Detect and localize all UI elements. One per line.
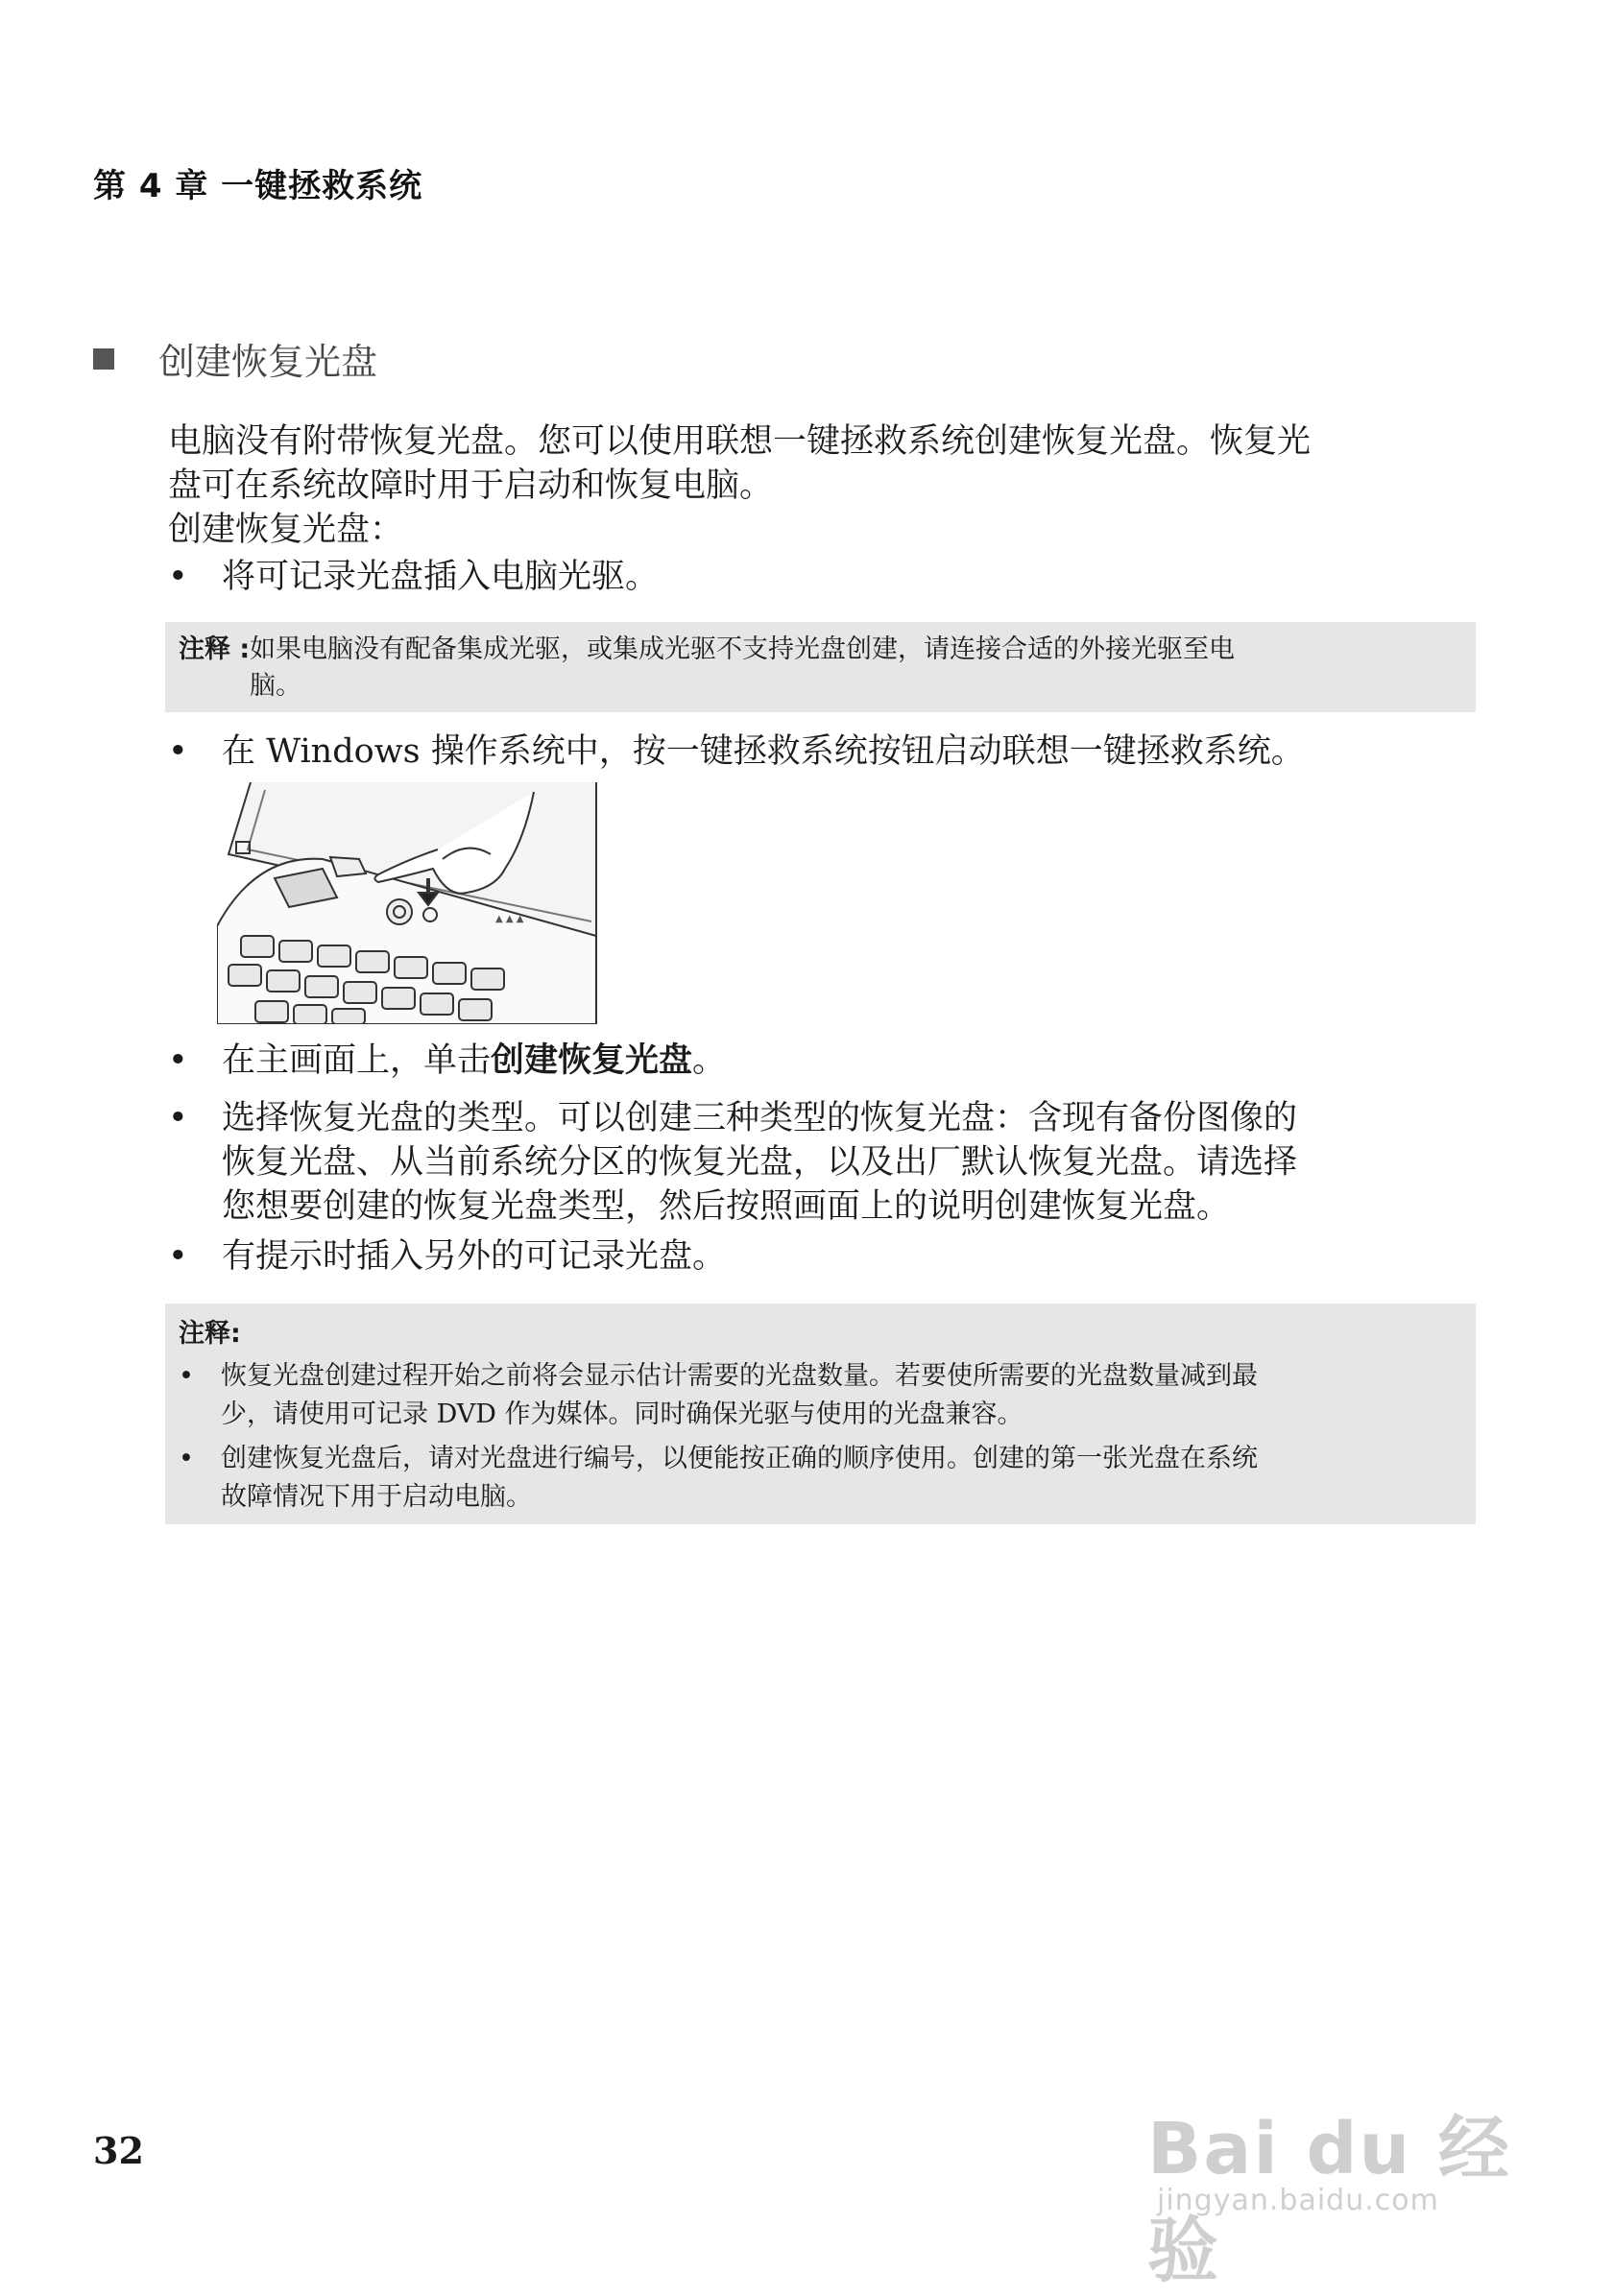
baidu-watermark xyxy=(1147,2040,1531,2292)
watermark-url: jingyan.baidu.com xyxy=(1157,2184,1439,2217)
step-select-type xyxy=(168,1096,1483,1229)
intro-line-1: 电脑没有附带恢复光盘。您可以使用联想一键拯救系统创建恢复光盘。恢复光 xyxy=(168,422,1312,461)
note-item xyxy=(179,1357,1465,1434)
watermark-brand: Bai du 经验 xyxy=(1147,2108,1511,2292)
note-line-2: 脑。 xyxy=(250,671,301,701)
step-press-button xyxy=(168,729,1483,774)
note-line-1: 如果电脑没有配备集成光驱，或集成光驱不支持光盘创建，请连接合适的外接光驱至电 xyxy=(250,634,1235,664)
bullet-icon: • xyxy=(179,1444,194,1473)
section-title: 创建恢复光盘 xyxy=(158,341,378,383)
note-item xyxy=(179,1440,1465,1517)
step-text: 在 Windows 操作系统中，按一键拯救系统按钮启动联想一键拯救系统。 xyxy=(222,732,1305,771)
intro-line-2: 盘可在系统故障时用于启动和恢复电脑。 xyxy=(168,466,774,505)
step-text-prefix: 在主画面上，单击 xyxy=(222,1041,492,1080)
step-text-suffix: 。 xyxy=(692,1041,727,1080)
bullet-icon: • xyxy=(168,732,188,771)
intro-line-3: 创建恢复光盘： xyxy=(168,511,404,549)
page-number: 32 xyxy=(93,2129,144,2172)
step-text-line-1: 选择恢复光盘的类型。可以创建三种类型的恢复光盘：含现有备份图像的 xyxy=(222,1099,1298,1137)
note-item-line-2: 少，请使用可记录 DVD 作为媒体。同时确保光驱与使用的光盘兼容。 xyxy=(221,1399,1023,1429)
intro-paragraph xyxy=(168,419,1493,552)
note-box-discs xyxy=(165,1303,1476,1524)
note-label: 注释: xyxy=(179,1319,241,1349)
note-label: 注释 : xyxy=(179,634,251,664)
note-item-line-2: 故障情况下用于启动电脑。 xyxy=(221,1482,532,1512)
bullet-icon: • xyxy=(168,1237,188,1276)
bullet-icon: • xyxy=(179,1361,194,1391)
step-insert-disc xyxy=(168,555,1483,599)
chapter-title: 第 4 章 一键拯救系统 xyxy=(93,167,423,205)
bullet-icon: • xyxy=(168,1099,188,1137)
section-heading xyxy=(93,332,377,385)
bullet-icon: • xyxy=(168,1041,188,1080)
step-insert-another xyxy=(168,1234,1483,1279)
laptop-button-illustration xyxy=(217,782,597,1024)
step-text: 将可记录光盘插入电脑光驱。 xyxy=(222,558,660,596)
step-click-create xyxy=(168,1039,1483,1083)
section-square-icon xyxy=(93,348,114,370)
create-recovery-disc-term: 创建恢复光盘 xyxy=(491,1041,693,1080)
step-text-line-3: 您想要创建的恢复光盘类型，然后按照画面上的说明创建恢复光盘。 xyxy=(222,1187,1231,1226)
step-text-line-2: 恢复光盘、从当前系统分区的恢复光盘，以及出厂默认恢复光盘。请选择 xyxy=(222,1143,1298,1182)
bullet-icon: • xyxy=(168,558,188,596)
note-box-drive xyxy=(165,622,1476,712)
svg-text:▲ ▲ ▲: ▲ ▲ ▲ xyxy=(495,914,524,924)
step-text: 有提示时插入另外的可记录光盘。 xyxy=(222,1237,727,1276)
note-item-line-1: 恢复光盘创建过程开始之前将会显示估计需要的光盘数量。若要使所需要的光盘数量减到最 xyxy=(221,1361,1258,1391)
note-item-line-1: 创建恢复光盘后，请对光盘进行编号，以便能按正确的顺序使用。创建的第一张光盘在系统 xyxy=(221,1444,1258,1473)
